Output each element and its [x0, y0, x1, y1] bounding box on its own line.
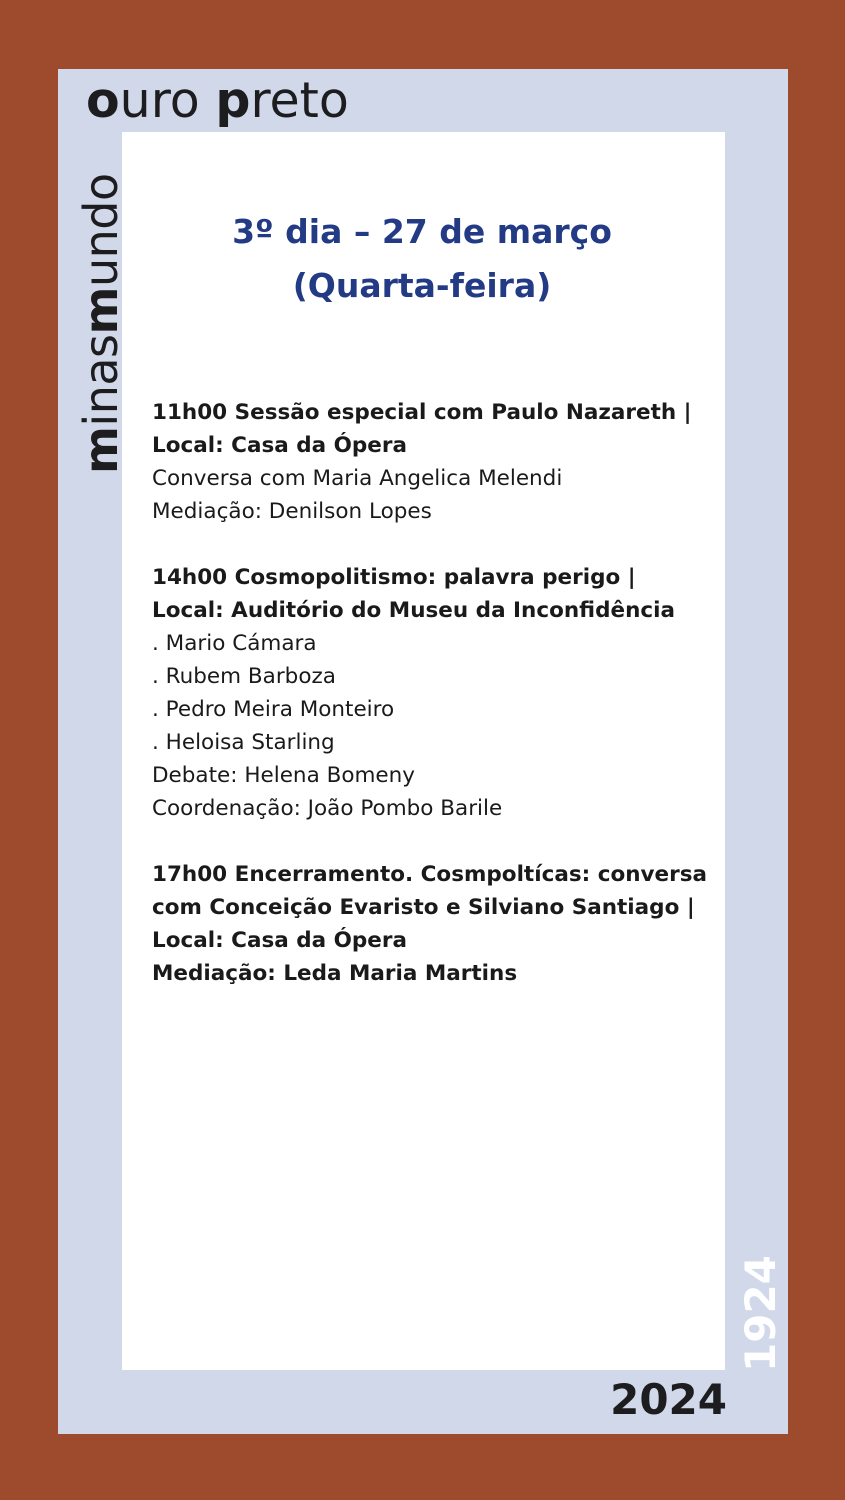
session-2 [152, 561, 712, 825]
session-2-participant: . Pedro Meira Monteiro [152, 697, 395, 722]
session-2-participant: . Rubem Barboza [152, 664, 336, 689]
vertical-year: 1924 [736, 1255, 785, 1372]
session-1-mediation: Mediação: Denilson Lopes [152, 499, 432, 524]
session-1-description: Conversa com Maria Angelica Melendi [152, 466, 563, 491]
city-text-2: reto [250, 72, 349, 129]
city-letter-o: o [86, 72, 120, 129]
vertical-brand-wordmark: minasmundo [74, 173, 128, 474]
session-2-participant: . Heloisa Starling [152, 730, 335, 755]
session-2-coordination: Coordenação: João Pombo Barile [152, 796, 503, 821]
session-2-debate: Debate: Helena Bomeny [152, 763, 415, 788]
city-wordmark [86, 70, 349, 132]
session-1-location: Local: Casa da Ópera [152, 433, 407, 458]
session-3-heading-cont: com Conceição Evaristo e Silviano Santiago | [152, 895, 695, 920]
session-3-heading: 17h00 Encerramento. Cosmpoltícas: conversa [152, 862, 708, 887]
title-line-weekday: (Quarta-feira) [292, 266, 552, 305]
session-1 [152, 396, 712, 528]
session-3 [152, 858, 712, 990]
city-text-1: uro [119, 72, 216, 129]
session-3-mediation: Mediação: Leda Maria Martins [152, 961, 518, 986]
session-2-location: Local: Auditório do Museu da Inconfidência [152, 598, 676, 623]
session-2-heading: 14h00 Cosmopolitismo: palavra perigo | [152, 565, 636, 590]
session-2-participant: . Mario Cámara [152, 631, 317, 656]
session-1-heading: 11h00 Sessão especial com Paulo Nazareth | [152, 400, 692, 425]
page-title [122, 205, 722, 313]
city-letter-p: p [215, 72, 251, 129]
session-3-location: Local: Casa da Ópera [152, 928, 407, 953]
schedule [152, 396, 712, 990]
year-label: 2024 [610, 1375, 727, 1424]
title-line-date: 3º dia – 27 de março [232, 212, 612, 251]
